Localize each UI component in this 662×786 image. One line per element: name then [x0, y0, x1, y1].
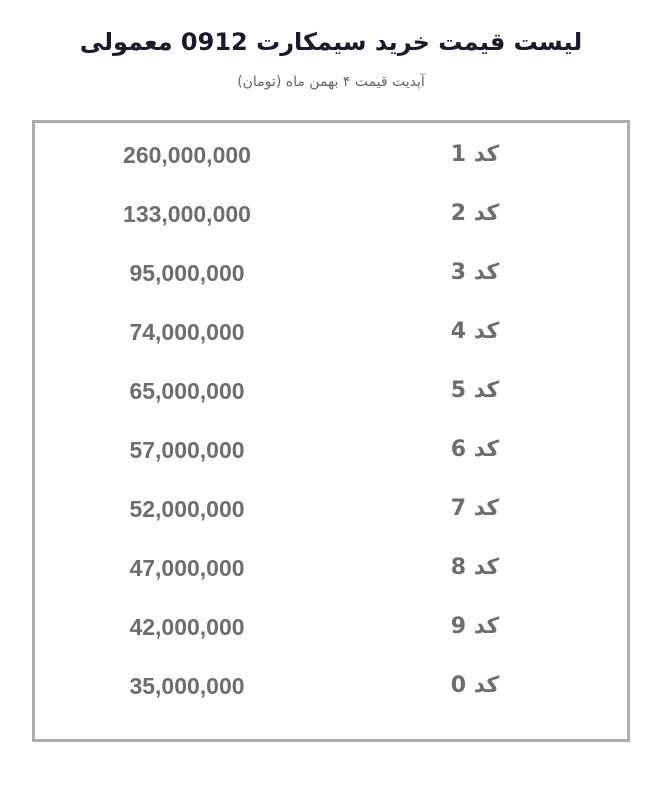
- code-label: کد 6: [450, 437, 500, 462]
- price-value: 42,000,000: [129, 614, 245, 640]
- table-row: [35, 548, 627, 588]
- code-label: کد 4: [450, 319, 500, 344]
- page-title: لیست قیمت خرید سیمکارت 0912 معمولی: [79, 28, 583, 56]
- price-value: 65,000,000: [129, 378, 245, 404]
- table-row: [35, 430, 627, 470]
- price-value: 74,000,000: [129, 319, 245, 345]
- table-row: [35, 371, 627, 411]
- price-table: [32, 120, 630, 742]
- code-label: کد 7: [450, 496, 500, 521]
- price-value: 57,000,000: [129, 437, 245, 463]
- price-value: 95,000,000: [129, 260, 245, 286]
- code-label: کد 8: [450, 555, 500, 580]
- page-subtitle: آپدیت قیمت ۴ بهمن ماه (تومان): [237, 74, 425, 90]
- table-row: [35, 312, 627, 352]
- price-value: 133,000,000: [123, 201, 251, 227]
- price-value: 35,000,000: [129, 673, 245, 699]
- table-row: [35, 135, 627, 175]
- table-row: [35, 489, 627, 529]
- price-value: 52,000,000: [129, 496, 245, 522]
- table-row: [35, 607, 627, 647]
- code-label: کد 0: [450, 673, 500, 698]
- code-label: کد 9: [450, 614, 500, 639]
- table-row: [35, 253, 627, 293]
- table-row: [35, 194, 627, 234]
- code-label: کد 5: [450, 378, 500, 403]
- code-label: کد 1: [450, 142, 500, 167]
- code-label: کد 2: [450, 201, 500, 226]
- price-value: 47,000,000: [129, 555, 245, 581]
- price-value: 260,000,000: [123, 142, 251, 168]
- code-label: کد 3: [450, 260, 500, 285]
- table-row: [35, 666, 627, 706]
